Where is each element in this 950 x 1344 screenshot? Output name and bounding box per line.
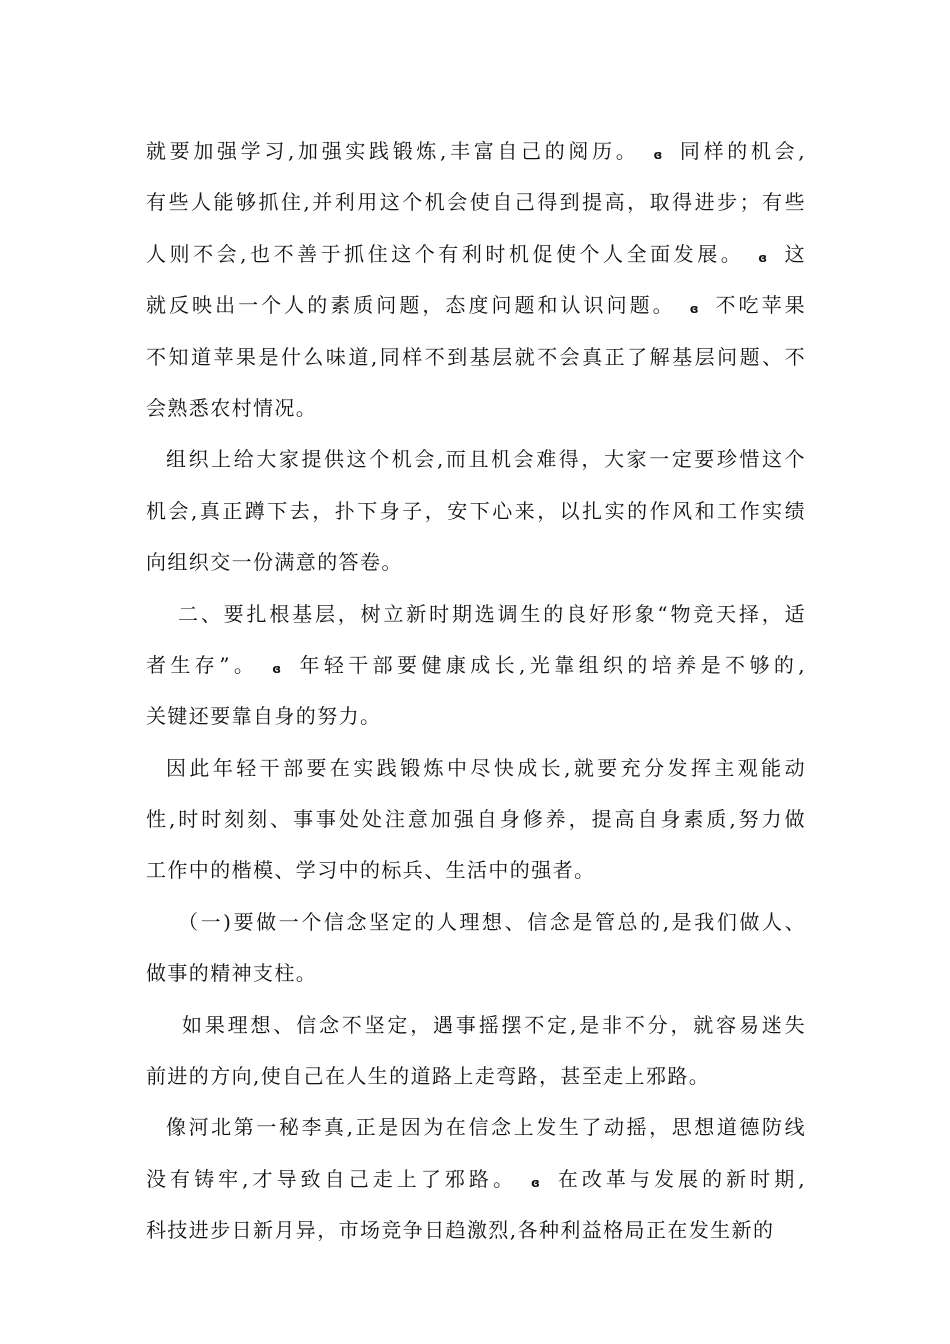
text-segment: 没有铸牢,才导致自己走上了邪路。 bbox=[146, 1166, 517, 1191]
text-segment: 不吃苹果 bbox=[713, 293, 806, 318]
text-segment: 前进的方向,使自己在人生的道路上走弯路，甚至走上邪路。 bbox=[146, 1064, 711, 1089]
text-segment: 因此年轻干部要在实践锻炼中尽快成长,就要充分发挥主观能动 bbox=[166, 755, 806, 780]
text-line bbox=[146, 589, 806, 640]
text-segment: 组织上给大家提供这个机会,而且机会难得，大家一定要珍惜这个 bbox=[166, 447, 806, 472]
text-segment: 像河北第一秘李真,正是因为在信念上发生了动摇，思想道德防线 bbox=[166, 1115, 806, 1140]
text-line bbox=[146, 537, 806, 588]
text-segment: 这 bbox=[782, 241, 806, 266]
text-line bbox=[146, 1000, 806, 1051]
text-line bbox=[146, 640, 806, 691]
text-line bbox=[146, 1051, 806, 1102]
bullet-mark-icon: ɞ bbox=[689, 302, 700, 317]
text-line bbox=[146, 434, 806, 485]
text-segment: 如果理想、信念不坚定，遇事摇摆不定,是非不分，就容易迷失 bbox=[182, 1012, 806, 1037]
text-line bbox=[146, 743, 806, 794]
bullet-mark-icon: ɞ bbox=[272, 661, 283, 676]
text-line bbox=[146, 948, 806, 999]
text-segment: 做事的精神支柱。 bbox=[146, 961, 318, 986]
text-line bbox=[146, 1205, 806, 1256]
text-segment: 有些人能够抓住,并利用这个机会使自己得到提高，取得进步；有些 bbox=[146, 190, 806, 215]
text-line bbox=[146, 845, 806, 896]
text-segment: 二、要扎根基层，树立新时期选调生的良好形象“物竞天择，适 bbox=[178, 601, 806, 626]
text-segment: 性,时时刻刻、事事处处注意加强自身修养，提高自身素质,努力做 bbox=[146, 807, 806, 832]
text-segment: 人则不会,也不善于抓住这个有利时机促使个人全面发展。 bbox=[146, 241, 745, 266]
text-segment: 在改革与发展的新时期, bbox=[555, 1166, 806, 1191]
text-segment: 同样的机会, bbox=[677, 139, 806, 163]
text-segment: 就要加强学习,加强实践锻炼,丰富自己的阅历。 bbox=[146, 139, 640, 163]
text-segment: 者生存”。 bbox=[146, 652, 259, 677]
text-line bbox=[146, 126, 806, 177]
text-segment: 工作中的楷模、学习中的标兵、生活中的强者。 bbox=[146, 858, 596, 883]
text-line bbox=[146, 229, 806, 280]
text-segment: 就反映出一个人的素质问题，态度问题和认识问题。 bbox=[146, 293, 676, 318]
text-line bbox=[146, 383, 806, 434]
text-segment: 科技进步日新月异，市场竞争日趋激烈,各种利益格局正在发生新的 bbox=[146, 1218, 775, 1243]
text-line bbox=[146, 794, 806, 845]
text-line bbox=[146, 691, 806, 742]
text-segment: 年轻干部要健康成长,光靠组织的培养是不够的, bbox=[296, 652, 807, 677]
bullet-mark-icon: ɞ bbox=[758, 250, 769, 265]
body-text bbox=[146, 126, 806, 1257]
text-line bbox=[146, 1102, 806, 1153]
text-segment: 机会,真正蹲下去，扑下身子，安下心来，以扎实的作风和工作实绩 bbox=[146, 498, 806, 523]
text-segment: 向组织交一份满意的答卷。 bbox=[146, 550, 403, 575]
text-line bbox=[146, 486, 806, 537]
bullet-mark-icon: ɞ bbox=[653, 148, 664, 162]
text-line bbox=[146, 332, 806, 383]
text-line bbox=[146, 280, 806, 331]
text-segment: 会熟悉农村情况。 bbox=[146, 395, 318, 420]
text-line bbox=[146, 1154, 806, 1205]
text-segment: 不知道苹果是什么味道,同样不到基层就不会真正了解基层问题、不 bbox=[146, 344, 806, 369]
text-line bbox=[146, 177, 806, 228]
bullet-mark-icon: ɞ bbox=[531, 1175, 542, 1190]
text-line bbox=[146, 897, 806, 948]
text-segment: （一)要做一个信念坚定的人理想、信念是管总的,是我们做人、 bbox=[178, 909, 806, 934]
text-segment: 关键还要靠自身的努力。 bbox=[146, 704, 382, 729]
